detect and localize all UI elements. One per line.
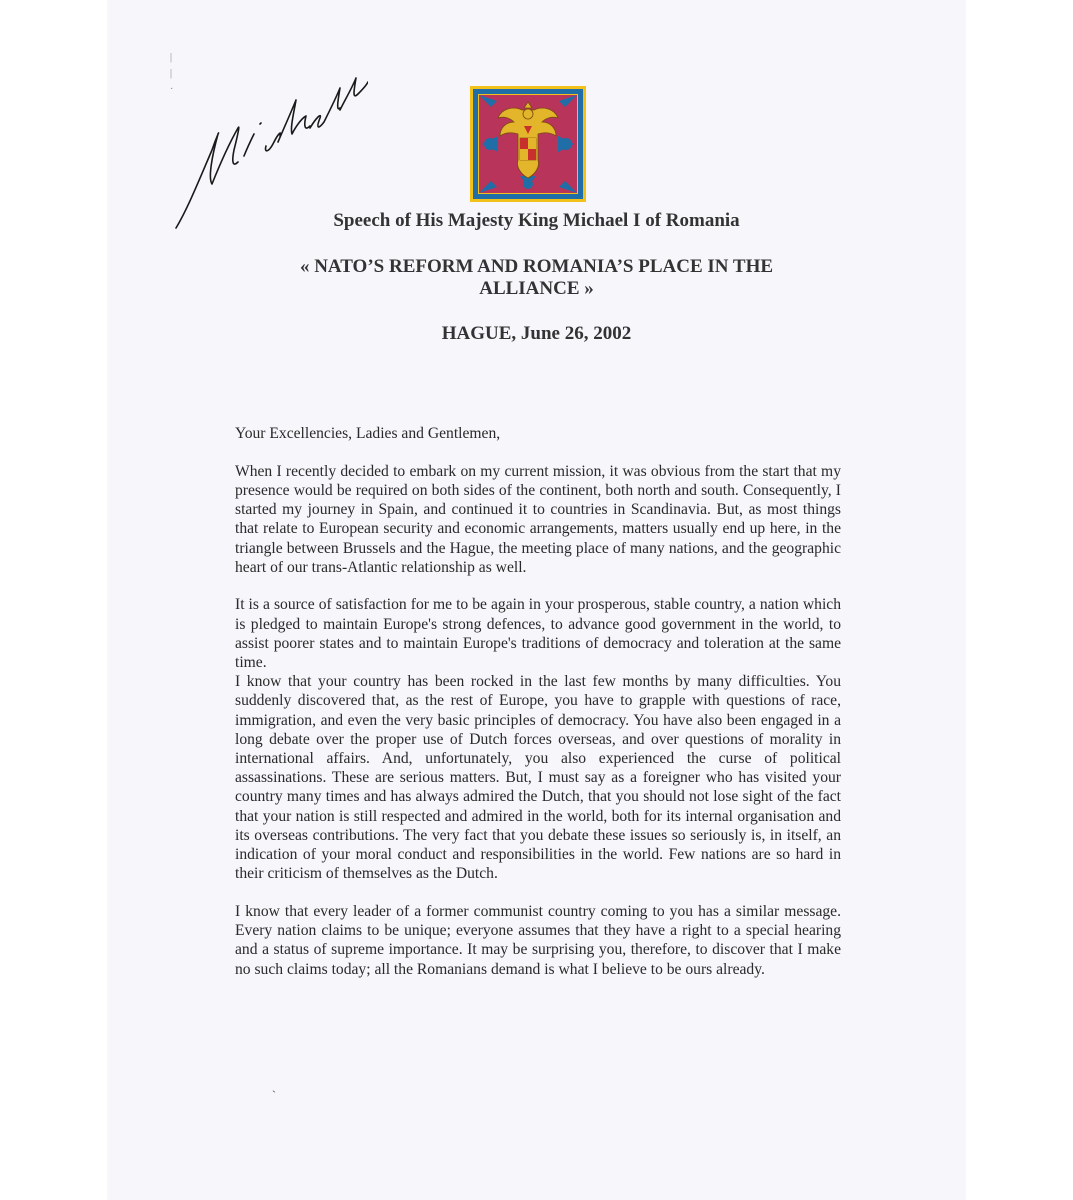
speech-place-date: HAGUE, June 26, 2002 [441, 323, 632, 344]
paragraph: It is a source of satisfaction for me to be again in your prosperous, stable country, a nation which is pledged to maintain Europe's strong defences, to advance good government in the world, to assist poorer states and to maintain Europe's traditions of democracy and toleration at the same time. [235, 596, 841, 672]
handwritten-signature [168, 38, 368, 238]
margin-pencil-mark: | | · [170, 52, 174, 95]
crest-drawing [470, 86, 586, 202]
speech-heading: Speech of His Majesty King Michael I of Romania [333, 210, 740, 231]
speech-title: « NATO’S REFORM AND ROMANIA’S PLACE IN THE ALLIANCE » [299, 256, 774, 299]
signature-drawing [168, 38, 368, 238]
document-page [108, 0, 965, 1200]
speech-body [235, 424, 841, 997]
paragraph: When I recently decided to embark on my current mission, it was obvious from the start that my presence would be required on both sides of the continent, both north and south. Consequently, I started my journey in Spain, and continued it to countries in Scandinavia. But, as most things that relate to European security and economic arrangements, matters usually end up here, in the triangle between Brussels and the Hague, the meeting place of many nations, and the geographic heart of our trans-Atlantic relationship as well. [235, 462, 841, 576]
stray-ink-mark: ˋ [272, 1088, 276, 1102]
paragraph: I know that every leader of a former communist country coming to you has a similar message. Every nation claims to be unique; everyone assumes that they have a right to a special hearing and a status of supreme importance. It may be surprising you, therefore, to discover that I make no such claims today; all the Romanians demand is what I believe to be ours already. [235, 902, 841, 978]
royal-crest-emblem [470, 86, 586, 202]
salutation: Your Excellencies, Ladies and Gentlemen, [235, 425, 501, 442]
paragraph: I know that your country has been rocked in the last few months by many difficulties. You suddenly discovered that, as the rest of Europe, you have to grapple with questions of race, immigration, and even the very basic principles of democracy. You have also been engaged in a long debate over the proper use of Dutch forces overseas, and over questions of morality in international affairs. And, unfortunately, you also experienced the curse of political assassinations. These are serious matters. But, I must say as a foreigner who has visited your country many times and has always admired the Dutch, that you should not lose sight of the fact that your nation is still respected and admired in the world, both for its internal organisation and its overseas contributions. The very fact that you debate these issues so seriously is, in itself, an indication of your moral conduct and responsibilities in the world. Few nations are so hard in their criticism of themselves as the Dutch. [235, 673, 841, 883]
